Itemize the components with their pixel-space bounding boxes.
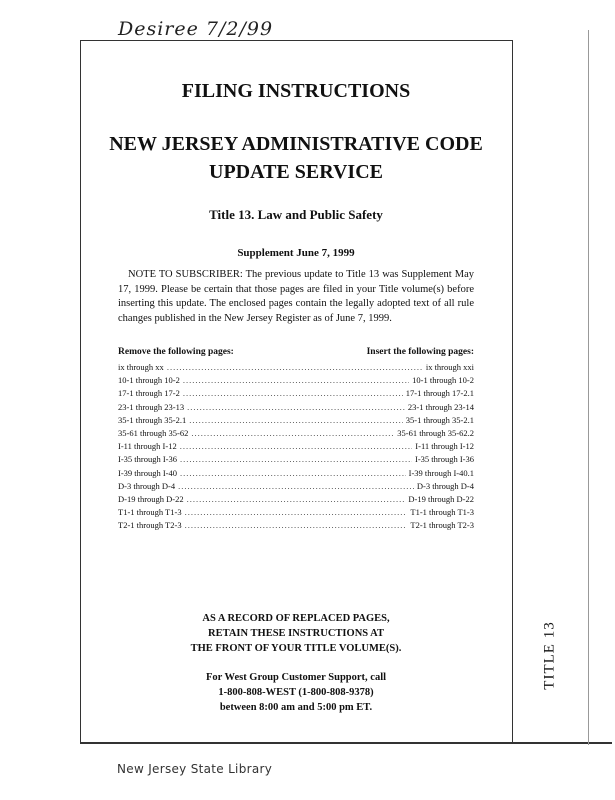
leader-dots [183, 374, 409, 387]
page-row [118, 401, 474, 414]
page-row [118, 467, 474, 480]
leader-dots [189, 414, 403, 427]
remove-pages: I-35 through I-36 [118, 454, 178, 465]
page-row [118, 493, 474, 506]
spine-label-box [513, 600, 588, 710]
leader-dots [180, 467, 406, 480]
insert-column-header: Insert the following pages: [366, 347, 474, 357]
remove-pages: 10-1 through 10-2 [118, 375, 180, 386]
library-stamp: New Jersey State Library [117, 762, 273, 776]
supplement-date: Supplement June 7, 1999 [237, 247, 355, 259]
insert-pages: T2-1 through T2-3 [410, 520, 474, 531]
insert-pages: D-19 through D-22 [408, 493, 474, 504]
page-row [118, 414, 474, 427]
remove-pages: 23-1 through 23-13 [118, 401, 185, 412]
leader-dots [180, 440, 413, 453]
leader-dots [185, 506, 408, 519]
subscriber-note: NOTE TO SUBSCRIBER: The previous update to Title 13 was Supplement May 17, 1999. Please be certain that those pages are filed in your Title volume(s) before inserting this update. The enclosed pages contain the legally adopted text of all rule changes published in the New Jersey Register as of June 7, 1999. [118, 269, 474, 324]
record-line-2: RETAIN THESE INSTRUCTIONS AT [208, 628, 384, 639]
page-row [118, 374, 474, 387]
support-line-2: 1-800-808-WEST (1-800-808-9378) [218, 687, 374, 698]
page-edge-line [588, 30, 589, 745]
insert-pages: 23-1 through 23-14 [407, 401, 474, 412]
remove-pages: I-11 through I-12 [118, 441, 177, 452]
insert-pages: T1-1 through T1-3 [410, 507, 474, 518]
support-info [80, 670, 512, 715]
insert-pages: ix through xxi [425, 362, 474, 372]
record-notice [80, 611, 512, 656]
insert-pages: 10-1 through 10-2 [412, 375, 474, 386]
leader-dots [178, 480, 414, 493]
insert-pages: I-11 through I-12 [415, 441, 474, 452]
record-line-1: AS A RECORD OF REPLACED PAGES, [202, 613, 390, 624]
remove-pages: 35-61 through 35-62 [118, 427, 189, 438]
frame-top-border [80, 40, 512, 41]
insert-pages: I-35 through I-36 [414, 454, 474, 465]
leader-dots [167, 361, 423, 374]
remove-pages: ix through xx [118, 362, 164, 372]
remove-pages: D-3 through D-4 [118, 480, 176, 491]
page-row [118, 480, 474, 493]
remove-column-header: Remove the following pages: [118, 347, 234, 357]
remove-pages: 17-1 through 17-2 [118, 388, 180, 399]
page-title: FILING INSTRUCTIONS [181, 80, 411, 102]
leader-dots [185, 519, 408, 532]
record-line-3: THE FRONT OF YOUR TITLE VOLUME(S). [190, 643, 402, 654]
leader-dots [180, 453, 412, 466]
leader-dots [187, 493, 406, 506]
page-row [118, 387, 474, 400]
insert-pages: 35-1 through 35-2.1 [405, 414, 474, 425]
remove-pages: 35-1 through 35-2.1 [118, 414, 187, 425]
remove-pages: T2-1 through T2-3 [118, 520, 182, 531]
support-line-1: For West Group Customer Support, call [205, 672, 387, 683]
page-row [118, 453, 474, 466]
remove-pages: T1-1 through T1-3 [118, 507, 182, 518]
leader-dots [187, 401, 405, 414]
handwritten-note: Desiree 7/2/99 [118, 18, 274, 40]
spine-label: TITLE 13 [542, 620, 558, 690]
page-row [118, 519, 474, 532]
page-row [118, 427, 474, 440]
title-subject: Title 13. Law and Public Safety [209, 207, 383, 222]
code-title-line-2: UPDATE SERVICE [209, 161, 383, 183]
code-title [80, 130, 512, 186]
insert-pages: I-39 through I-40.1 [408, 467, 474, 478]
page-list [118, 361, 474, 532]
page-row [118, 440, 474, 453]
remove-pages: D-19 through D-22 [118, 493, 184, 504]
page-row [118, 361, 474, 374]
leader-dots [191, 427, 394, 440]
remove-pages: I-39 through I-40 [118, 467, 178, 478]
support-line-3: between 8:00 am and 5:00 pm ET. [219, 702, 373, 713]
insert-pages: 35-61 through 35-62.2 [397, 427, 474, 438]
code-title-line-1: NEW JERSEY ADMINISTRATIVE CODE [109, 133, 483, 155]
page-row [118, 506, 474, 519]
frame-bottom-border [80, 742, 612, 744]
leader-dots [183, 387, 403, 400]
insert-pages: D-3 through D-4 [416, 480, 474, 491]
insert-pages: 17-1 through 17-2.1 [405, 388, 474, 399]
